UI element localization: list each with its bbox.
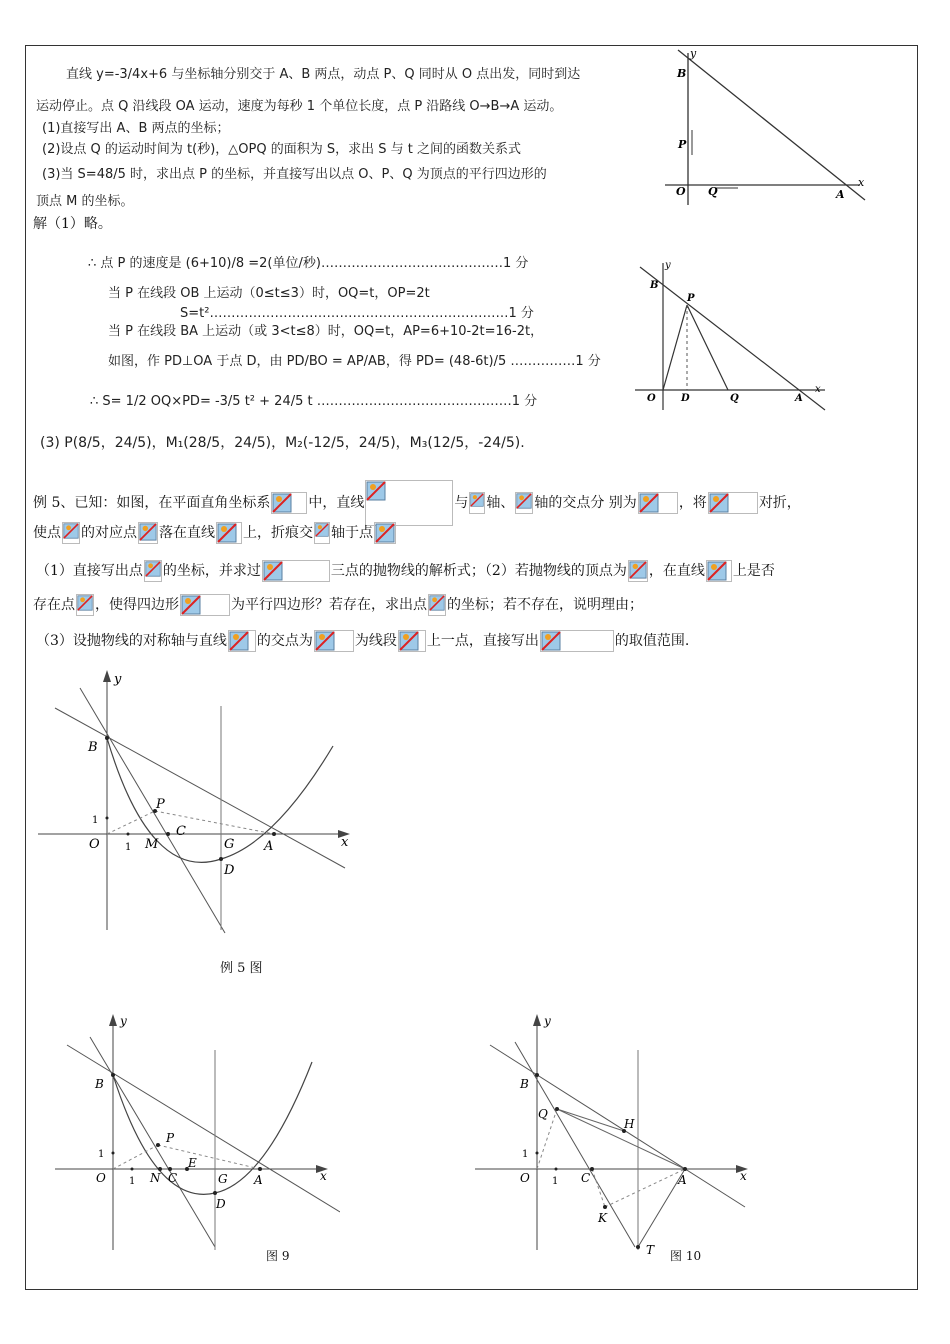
image-placeholder-icon — [366, 481, 386, 501]
label-y: y — [114, 672, 122, 687]
image-placeholder-icon — [639, 493, 659, 513]
point-T — [636, 1245, 640, 1249]
text: 为平行四边形？若存在，求出点 — [231, 597, 427, 613]
text: 的交点为 — [256, 633, 313, 649]
tick-1-x — [555, 1168, 558, 1171]
line-BC — [80, 688, 225, 933]
point-B — [111, 1073, 115, 1077]
label-P: P — [156, 797, 165, 812]
image-placeholder-icon — [315, 631, 335, 651]
label-C: C — [581, 1171, 591, 1185]
image-placeholder-icon — [399, 631, 419, 651]
line-BC — [515, 1042, 635, 1247]
segment-QH — [557, 1109, 624, 1131]
image-placeholder-icon — [315, 523, 329, 537]
image-placeholder-icon — [707, 561, 727, 581]
line-AB — [678, 50, 865, 200]
image-placeholder-icon — [470, 493, 484, 507]
label-A: A — [795, 393, 803, 404]
example5-line-2 — [33, 522, 397, 544]
image-placeholder-icon — [429, 595, 445, 611]
text: 上是否 — [732, 563, 775, 579]
segment-CK — [592, 1169, 605, 1207]
tick-1-x — [127, 833, 130, 836]
solution-line-7: (3) P(8/5，24/5)，M₁(28/5，24/5)，M₂(-12/5，24/5)，M₃(12/5，-24/5). — [40, 435, 525, 451]
text: 与 — [454, 495, 469, 511]
label-B: B — [677, 67, 687, 80]
formula-image — [469, 492, 485, 514]
label-x: x — [815, 384, 821, 395]
formula-image — [374, 522, 396, 544]
image-placeholder-icon — [541, 631, 561, 651]
text: 轴于点 — [331, 525, 373, 541]
label-A: A — [254, 1173, 263, 1187]
text: 三点的抛物线的解析式；（2）若抛物线的顶点为 — [330, 563, 627, 579]
point-A — [683, 1167, 687, 1171]
image-placeholder-icon — [139, 523, 157, 541]
text: 为线段 — [354, 633, 397, 649]
label-G: G — [218, 1172, 228, 1186]
formula-image — [62, 522, 80, 544]
label-B: B — [520, 1077, 529, 1091]
label-E: E — [188, 1156, 197, 1170]
example5-line-5 — [36, 630, 689, 652]
text: 例 5、已知：如图，在平面直角坐标系 — [33, 495, 271, 511]
formula-image — [180, 594, 230, 616]
label-x: x — [320, 1169, 327, 1183]
formula-image — [76, 594, 94, 616]
label-G: G — [224, 837, 235, 852]
solution-intro: 解（1）略。 — [33, 216, 112, 232]
label-P: P — [678, 138, 687, 151]
formula-image — [262, 560, 330, 582]
label-Q: Q — [730, 393, 739, 404]
label-tick-y: 1 — [92, 815, 99, 826]
formula-image — [398, 630, 426, 652]
y-arrow — [103, 670, 111, 682]
problem-line-2: 运动停止。点 Q 沿线段 OA 运动，速度为每秒 1 个单位长度，点 P 沿路线 O→B→A 运动。 — [36, 99, 563, 114]
image-placeholder-icon — [229, 631, 249, 651]
solution-line-2: 当 P 在线段 OB 上运动（0≤t≤3）时，OQ=t，OP=2t — [108, 286, 430, 301]
problem-line-3: (1)直接写出 A、B 两点的坐标； — [42, 121, 230, 136]
example5-line-4 — [33, 594, 643, 616]
label-H: H — [624, 1117, 635, 1131]
label-C: C — [176, 824, 186, 839]
label-O: O — [89, 837, 100, 852]
image-placeholder-icon — [145, 561, 161, 577]
formula-image — [228, 630, 256, 652]
image-placeholder-icon — [217, 523, 237, 543]
tick-1-y — [112, 1152, 115, 1155]
label-tick-x: 1 — [552, 1176, 559, 1187]
parabola — [113, 1062, 312, 1194]
formula-image — [365, 480, 453, 526]
label-B: B — [650, 280, 659, 291]
text: 的对应点 — [81, 525, 137, 541]
label-A: A — [836, 188, 845, 201]
text: 落在直线 — [159, 525, 215, 541]
text: 上一点，直接写出 — [426, 633, 539, 649]
label-O: O — [647, 393, 656, 404]
label-x: x — [740, 1169, 747, 1183]
segment-PA — [155, 811, 274, 834]
segment-OP — [663, 305, 687, 390]
text: ，在直线 — [648, 563, 705, 579]
point-B — [535, 1073, 539, 1077]
formula-image — [540, 630, 614, 652]
figure-top-problem — [660, 45, 875, 210]
image-placeholder-icon — [272, 493, 292, 513]
solution-line-5: 如图，作 PD⊥OA 于点 D，由 PD/BO = AP/AB，得 PD= (48-6t)/5 ……………1 分 — [108, 354, 601, 369]
image-placeholder-icon — [516, 493, 532, 509]
label-K: K — [598, 1211, 607, 1225]
formula-image — [144, 560, 162, 582]
figure-solution — [625, 255, 840, 415]
image-placeholder-icon — [263, 561, 283, 581]
line-BC — [90, 1037, 215, 1247]
formula-image — [428, 594, 446, 616]
text: 对折， — [758, 495, 801, 511]
problem-line-6: 顶点 M 的坐标。 — [36, 194, 134, 209]
solution-line-1: ∴ 点 P 的速度是 (6+10)/8 =2(单位/秒)……………………………………1 分 — [88, 256, 529, 271]
text: 的取值范围. — [614, 633, 690, 649]
image-placeholder-icon — [709, 493, 729, 513]
figure-9 — [50, 1012, 340, 1252]
point-C — [590, 1167, 594, 1171]
point-A — [272, 832, 276, 836]
image-placeholder-icon — [629, 561, 647, 579]
label-D: D — [224, 863, 235, 878]
label-O: O — [520, 1171, 530, 1185]
figure-example5-caption: 例 5 图 — [220, 961, 263, 976]
label-B: B — [95, 1077, 104, 1091]
tick-1-y — [536, 1152, 539, 1155]
tick-1-x — [131, 1168, 134, 1171]
problem-line-4: (2)设点 Q 的运动时间为 t(秒)，△OPQ 的面积为 S，求出 S 与 t 之间的函数关系式 — [42, 142, 521, 157]
label-P: P — [687, 293, 695, 304]
image-placeholder-icon — [63, 523, 79, 539]
text: ，使得四边形 — [95, 597, 179, 613]
point-K — [603, 1205, 607, 1209]
problem-line-5: (3)当 S=48/5 时，求出点 P 的坐标，并直接写出以点 O、P、Q 为顶点的平行四边形的 — [42, 167, 547, 182]
label-T: T — [646, 1243, 655, 1257]
figure-10 — [470, 1012, 770, 1262]
example5-line-1 — [33, 480, 801, 526]
y-arrow — [109, 1014, 117, 1026]
label-C: C — [168, 1171, 178, 1185]
y-arrow — [533, 1014, 541, 1026]
point-D — [213, 1191, 217, 1195]
solution-line-6: ∴ S= 1/2 OQ×PD= -3/5 t² + 24/5 t ………………………………………1 分 — [90, 394, 538, 409]
segment-PA — [158, 1145, 260, 1169]
formula-image — [216, 522, 242, 544]
label-Q: Q — [538, 1107, 548, 1121]
formula-image — [138, 522, 158, 544]
image-placeholder-icon — [77, 595, 93, 611]
point-P — [156, 1143, 160, 1147]
text: 的坐标，并求过 — [162, 563, 261, 579]
label-O: O — [676, 185, 686, 198]
label-y: y — [690, 47, 697, 60]
example5-line-3 — [36, 560, 775, 582]
text: 轴的交点分 别为 — [534, 495, 637, 511]
label-y: y — [665, 260, 671, 271]
point-C — [166, 832, 170, 836]
formula-image — [638, 492, 678, 514]
tick-1-y — [106, 817, 109, 820]
formula-image — [271, 492, 307, 514]
formula-image — [708, 492, 758, 514]
label-tick-x: 1 — [125, 842, 132, 853]
text: 上，折痕交 — [243, 525, 313, 541]
formula-image — [314, 522, 330, 544]
figure-9-caption: 图 9 — [266, 1249, 290, 1263]
text: ，将 — [678, 495, 707, 511]
label-Q: Q — [708, 185, 718, 198]
label-x: x — [858, 176, 865, 189]
parabola — [107, 738, 333, 862]
label-y: y — [120, 1014, 127, 1028]
figure-example5 — [30, 668, 360, 938]
point-A — [258, 1167, 262, 1171]
segment-PQ — [687, 305, 728, 390]
label-D: D — [681, 393, 690, 404]
point-B — [105, 736, 109, 740]
formula-image — [706, 560, 732, 582]
label-M: M — [145, 837, 159, 852]
text: 轴、 — [486, 495, 515, 511]
label-P: P — [166, 1131, 175, 1145]
point-Q — [555, 1107, 559, 1111]
label-A: A — [264, 839, 274, 854]
text: 的坐标；若不存在，说明理由； — [447, 597, 643, 613]
segment-OP — [113, 1145, 158, 1169]
text: 中，直线 — [308, 495, 365, 511]
label-O: O — [96, 1171, 106, 1185]
segment-QA — [557, 1109, 685, 1169]
formula-image — [314, 630, 354, 652]
point-D — [219, 857, 223, 861]
text: 存在点 — [33, 597, 75, 613]
formula-image — [628, 560, 648, 582]
solution-line-4: 当 P 在线段 BA 上运动（或 3<t≤8）时，OQ=t，AP=6+10-2t=16-2t， — [108, 324, 544, 339]
image-placeholder-icon — [181, 595, 201, 615]
label-A: A — [678, 1173, 687, 1187]
text: （1）直接写出点 — [36, 563, 143, 579]
formula-image — [515, 492, 533, 514]
image-placeholder-icon — [375, 523, 395, 543]
label-D: D — [216, 1197, 226, 1211]
label-tick-x: 1 — [129, 1176, 136, 1187]
label-N: N — [150, 1171, 161, 1185]
problem-line-1: 直线 y=-3/4x+6 与坐标轴分别交于 A、B 两点，动点 P、Q 同时从 O 点出发，同时到达 — [66, 67, 581, 82]
figure-10-caption: 图 10 — [670, 1249, 702, 1263]
label-y: y — [544, 1014, 551, 1028]
solution-line-3: S=t²……………………………………………………………1 分 — [180, 306, 534, 321]
line-BA — [640, 267, 825, 410]
text: （3）设抛物线的对称轴与直线 — [36, 633, 227, 649]
label-x: x — [341, 835, 349, 850]
label-B: B — [88, 740, 98, 755]
line-AB — [67, 1045, 340, 1212]
text: 使点 — [33, 525, 61, 541]
label-tick-y: 1 — [522, 1149, 529, 1160]
label-tick-y: 1 — [98, 1149, 105, 1160]
